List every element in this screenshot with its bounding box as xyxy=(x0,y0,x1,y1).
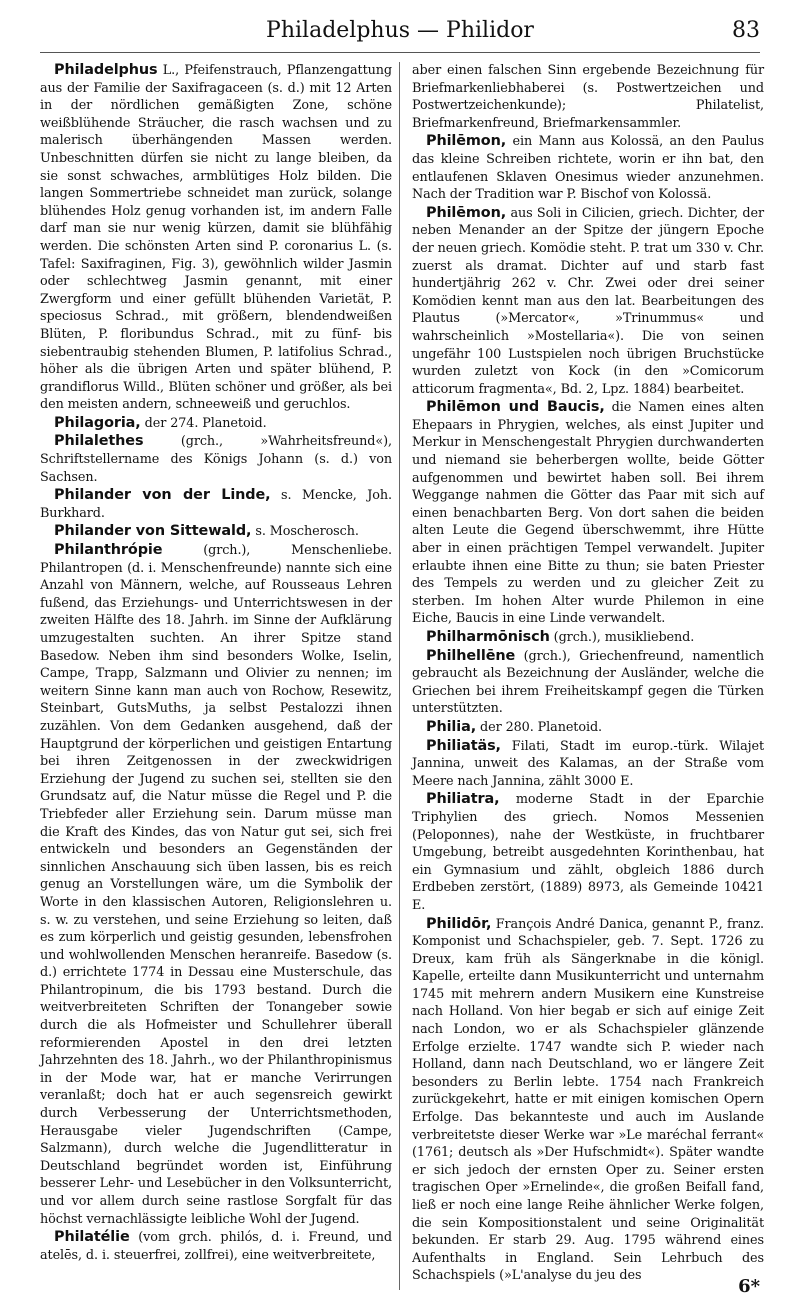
entry-headword: Philiatra, xyxy=(426,791,500,808)
dictionary-entry xyxy=(412,399,764,628)
entry-headword: Philiatäs, xyxy=(426,737,501,754)
entry-body: (grch.), Menschenliebe. Philantropen (d. i. Menschenfreunde) nannte sich eine Anzahl von Männern, welche, auf Rousseaus Lehren fußend, das Erziehungs- und Unterrichtswesen in der zweiten Hälfte des 18. Jahrh. im Sinne der Aufklärung umzugestalten suchten. An ihrer Spitze stand Basedow. Neben ihm sind besonders Wolke, Iselin, Campe, Trapp, Salzmann und Olivier zu nennen; im weitern Sinne kann man auch von Rochow, Resewitz, Steinbart, GutsMuths, ja selbst Pestalozzi ihnen zuzählen. Von dem Gedanken ausgehend, daß der Hauptgrund der körperlichen und geistigen Entartung bei ihren Zeitgenossen in der zweckwidrigen Erziehung der Jugend zu suchen sei, stellten sie den Grundsatz auf, die Natur müsse die Regel und P. die Triebfeder aller Erziehung sein. Darum müsse man die Kraft des Kindes, das von Natur gut sei, sich frei entwickeln und besonders an Gegenständen der sinnlichen Anschauung sich üben lassen, bis es reich genug an Vorstellungen wäre, um die Symbolik der Worte in den klassischen Autoren, Religionslehren u. s. w. zu verstehen, und seine Erziehung so leiten, daß es zum körperlich und geistig gesunden, lebensfrohen und wohlwollenden Menschen heranreife. Basedow (s. d.) errichtete 1774 in Dessau eine Musterschule, das Philantropinum, die bis 1793 bestand. Durch die weitverbreiteten Schriften der Tonangeber sowie durch die als Hofmeister und Schullehrer überall reformierenden Apostel in den drei letzten Jahrzehnten des 18. Jahrh., wo der Philanthropinismus in der Mode war, hat er manche Verirrungen veranlaßt; doch hat er auch segensreich gewirkt durch Verbesserung der Unterrichtsmethoden, Herausgabe vieler Jugendschriften (Campe, Salzmann), durch welche die Jugendlitteratur in Deutschland begründet worden ist, Einführung besserer Lehr- und Lesebücher in den Volksunterricht, und vor allem durch seine rastlose Sorgfalt für das höchst vernachlässigte leibliche Wohl der Jugend. xyxy=(40,543,392,1227)
dictionary-entry xyxy=(40,487,392,522)
running-title: Philadelphus — Philidor xyxy=(266,18,534,43)
dictionary-entry xyxy=(412,62,764,132)
entry-body: François André Danica, genannt P., franz. Komponist und Schachspieler, geb. 7. Sept. 1726 zu Dreux, kam früh als Sängerknabe in die königl. Kapelle, erteilte dann Musikunterricht und unternahm 1745 mit mehrern andern Musikern eine Kunstreise nach Holland. Von hier begab er sich auf einige Zeit nach London, wo er als Schachspieler glänzende Erfolge erzielte. 1747 wandte sich P. wieder nach Holland, dann nach Deutschland, wo er längere Zeit besonders zu Berlin lebte. 1754 nach Frankreich zurückgekehrt, hatte er mit einigen komischen Opern Erfolge. Das bekannteste und auch im Auslande verbreitetste dieser Werke war »Le maréchal ferrant« (1761; deutsch als »Der Hufschmidt«). Später wandte er sich jedoch der ernsten Oper zu. Seiner ersten tragischen Oper »Ernelinde«, die großen Beifall fand, ließ er noch eine lange Reihe ähnlicher Werke folgen, die sein Kompositionstalent und seine Originalität bekunden. Er starb 29. Aug. 1795 während eines Aufenthalts in England. Sein Lehrbuch des Schachspiels (»L'analyse du jeu des xyxy=(412,916,764,1284)
page-number: 83 xyxy=(732,18,760,43)
entry-body: der 280. Planetoid. xyxy=(476,719,603,735)
entry-headword: Philhellēne xyxy=(426,647,516,664)
entry-body: moderne Stadt in der Eparchie Triphylien des griech. Nomos Messenien (Peloponnes), nahe der Westküste, in fruchtbarer Umgebung, betreibt ausgedehnten Korinthenbau, hat ein Gymnasium und zählt, obgleich 1886 durch Erdbeben zerstört, (1889) 8973, als Gemeinde 10421 E. xyxy=(412,792,764,913)
left-column xyxy=(40,62,392,1264)
entry-body: ein Mann aus Kolossä, an den Paulus das kleine Schreiben richtete, worin er ihn bat, den entlaufenen Sklaven Onesimus wieder anzunehmen. Nach der Tradition war P. Bischof von Kolossä. xyxy=(412,134,764,203)
dictionary-entry xyxy=(412,916,764,1285)
dictionary-entry xyxy=(40,542,392,1228)
entry-body: aber einen falschen Sinn ergebende Bezeichnung für Briefmarkenliebhaberei (s. Postwertzeichen und Postwertzeichenkunde); Philatelist, Briefmarkenfreund, Briefmarkensammler. xyxy=(412,63,764,131)
entry-headword: Philanthrópie xyxy=(54,542,163,559)
dictionary-entry xyxy=(40,415,392,433)
entry-body: L., Pfeifenstrauch, Pflanzengattung aus der Familie der Saxifragaceen (s. d.) mit 12 Arten in der nördlichen gemäßigten Zone, schöne weißblühende Sträucher, die rasch wachsen und zu malerisch überhängenden Massen werden. Unbeschnitten dürfen sie nicht zu lange bleiben, da sie sonst schwaches, armblütiges Holz bilden. Die langen Sommertriebe schneidet man zurück, solange blühendes Holz genug vorhanden ist, im andern Falle darf man sie nur wenig kürzen, damit sie blühfähig werden. Die schönsten Arten sind P. coronarius L. (s. Tafel: Saxifraginen, Fig. 3), gewöhnlich wilder Jasmin oder schlechtweg Jasmin genannt, mit einer Zwergform und einer gefüllt blühenden Varietät, P. speciosus Schrad., mit größern, blendendweißen Blüten, P. floribundus Schrad., mit zu fünf- bis siebentraubig stehenden Blumen, P. latifolius Schrad., höher als die übrigen Arten und später blühend, P. grandiflorus Willd., Blüten schöner und größer, als bei den meisten andern, schneeweiß und geruchlos. xyxy=(40,63,392,413)
dictionary-entry xyxy=(412,629,764,647)
entry-headword: Philidōr, xyxy=(426,915,492,932)
dictionary-entry xyxy=(40,1229,392,1264)
entry-headword: Philēmon und Baucis, xyxy=(426,399,605,416)
dictionary-entry xyxy=(412,205,764,399)
entry-headword: Philēmon, xyxy=(426,204,507,221)
entry-headword: Philharmōnisch xyxy=(426,629,550,645)
entry-body: s. Moscherosch. xyxy=(251,524,359,540)
running-header xyxy=(40,12,760,53)
dictionary-entry xyxy=(412,133,764,203)
entry-body: (grch., »Wahrheitsfreund«), Schriftstellername des Königs Johann (s. d.) von Sachsen. xyxy=(40,434,392,485)
dictionary-entry xyxy=(412,719,764,737)
entry-headword: Philatélie xyxy=(54,1229,130,1246)
entry-headword: Philander von Sittewald, xyxy=(54,523,252,540)
dictionary-entry xyxy=(40,433,392,486)
dictionary-entry xyxy=(412,738,764,791)
dictionary-entry xyxy=(412,791,764,914)
entry-body: (grch.), Griechenfreund, namentlich gebraucht als Bezeichnung der Ausländer, welche die Griechen bei ihrem Freiheitskampf gegen die Türken unterstützten. xyxy=(412,648,764,717)
dictionary-entry xyxy=(412,648,764,718)
entry-headword: Philadelphus xyxy=(54,62,158,78)
entry-body: der 274. Planetoid. xyxy=(140,415,267,431)
signature-mark: 6* xyxy=(738,1276,760,1297)
right-column xyxy=(412,62,764,1285)
dictionary-entry xyxy=(40,62,392,414)
entry-body: Filati, Stadt im europ.-türk. Wilajet Jannina, unweit des Kalamas, an der Straße vom Meere nach Jannina, zählt 3000 E. xyxy=(412,738,764,789)
entry-body: s. Mencke, Joh. Burkhard. xyxy=(40,488,392,521)
entry-body: (grch.), musikliebend. xyxy=(549,630,695,645)
entry-headword: Philēmon, xyxy=(426,133,507,150)
entry-body: (vom grch. philós, d. i. Freund, und atelēs, d. i. steuerfrei, zollfrei), eine weitverbreitete, xyxy=(40,1230,392,1263)
entry-headword: Philia, xyxy=(426,718,477,735)
entry-body: die Namen eines alten Ehepaars in Phrygien, welches, als einst Jupiter und Merkur in Menschengestalt Phrygien durchwanderten und niemand sie beherbergen wollte, beide Götter aufgenommen und bewirtet haben soll. Bei ihrem Weggange nahmen die Götter das Paar mit sich auf einen benachbarten Berg. Von dort sahen die beiden alten Leute die Gegend überschwemmt, ihre Hütte aber in einen prächtigen Tempel verwandelt. Jupiter erlaubte ihnen eine Bitte zu thun; sie baten Priester des Tempels zu werden und zu gleicher Zeit zu sterben. Im hohen Alter wurde Philemon in eine Eiche, Baucis in eine Linde verwandelt. xyxy=(412,400,764,627)
entry-body: aus Soli in Cilicien, griech. Dichter, der neben Menander an der Spitze der jüngern Epoche der neuen griech. Komödie steht. P. trat um 330 v. Chr. zuerst als dramat. Dichter auf und starb fast hundertjährig 262 v. Chr. Zwei oder drei seiner Komödien kennt man aus den lat. Bearbeitungen des Plautus (»Mercator«, »Trinummus« und wahrscheinlich »Mostellaria«). Die von seinen ungefähr 100 Lustspielen noch übrigen Bruchstücke wurden zuletzt von Kock (in den »Comicorum atticorum fragmenta«, Bd. 2, Lpz. 1884) bearbeitet. xyxy=(412,205,764,397)
entry-headword: Philander von der Linde, xyxy=(54,487,271,504)
entry-headword: Philalethes xyxy=(54,433,144,450)
entry-headword: Philagoria, xyxy=(54,414,141,431)
dictionary-entry xyxy=(40,523,392,541)
column-divider xyxy=(399,62,400,1290)
